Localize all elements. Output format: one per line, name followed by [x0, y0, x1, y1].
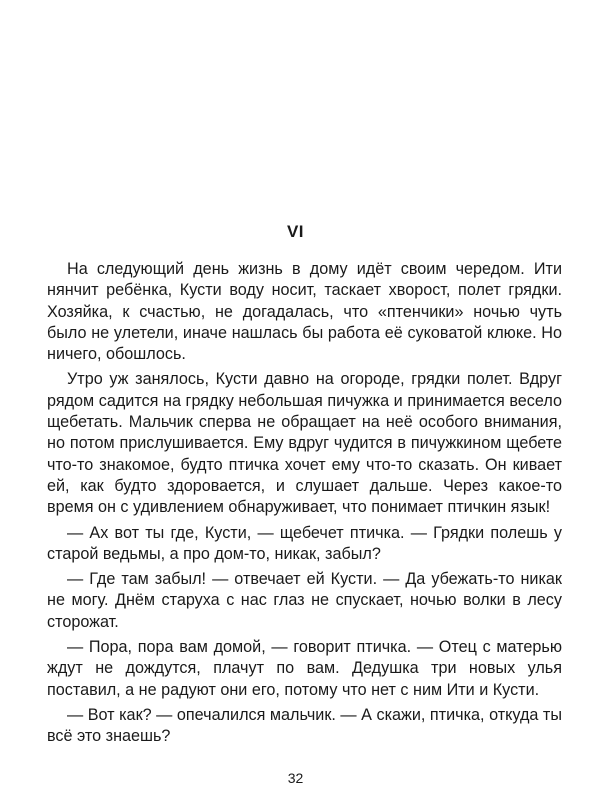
paragraph: На следующий день жизнь в дому идёт своим чередом. Ити нянчит ребёнка, Кусти воду носит, таскает хворост, полет грядки. Хозяйка, к счастью, не догадалась, что «птенчики» ночью чуть было не улетели, иначе нашлась бы работа её суковатой клюке. Но ничего, обошлось.	[47, 260, 562, 364]
paragraph: Утро уж занялось, Кусти давно на огороде, грядки полет. Вдруг рядом садится на грядку небольшая пичужка и принимается весело щебетать. Мальчик сперва не обращает на неё особого внимания, но потом прислушивается. Ему вдруг чудится в пичужкином щебете что-то знакомое, будто птичка хочет ему что-то сказать. Он кивает ей, как будто здоровается, и слушает дальше. Через какое-то время он с удивлением обнаруживает, что понимает птичкин язык!	[47, 370, 562, 517]
paragraph: — Пора, пора вам домой, — говорит птичка. — Отец с матерью ждут не дождутся, плачут по вам. Дедушка три новых улья поставил, а не радуют они его, потому что нет с ним Ити и Кусти.	[47, 638, 562, 699]
chapter-text	[47, 259, 562, 751]
chapter-heading: VI	[286, 222, 305, 241]
paragraph: — Ах вот ты где, Кусти, — щебечет птичка. — Грядки полешь у старой ведьмы, а про дом-то, никак, забыл?	[47, 523, 562, 563]
page-number: 32	[287, 770, 304, 786]
paragraph: — Где там забыл! — отвечает ей Кусти. — Да убежать-то никак не могу. Днём старуха с нас глаз не спускает, ночью волки в лесу сторожат.	[47, 570, 562, 631]
paragraph: — Вот как? — опечалился мальчик. — А скажи, птичка, откуда ты всё это знаешь?	[47, 705, 562, 746]
